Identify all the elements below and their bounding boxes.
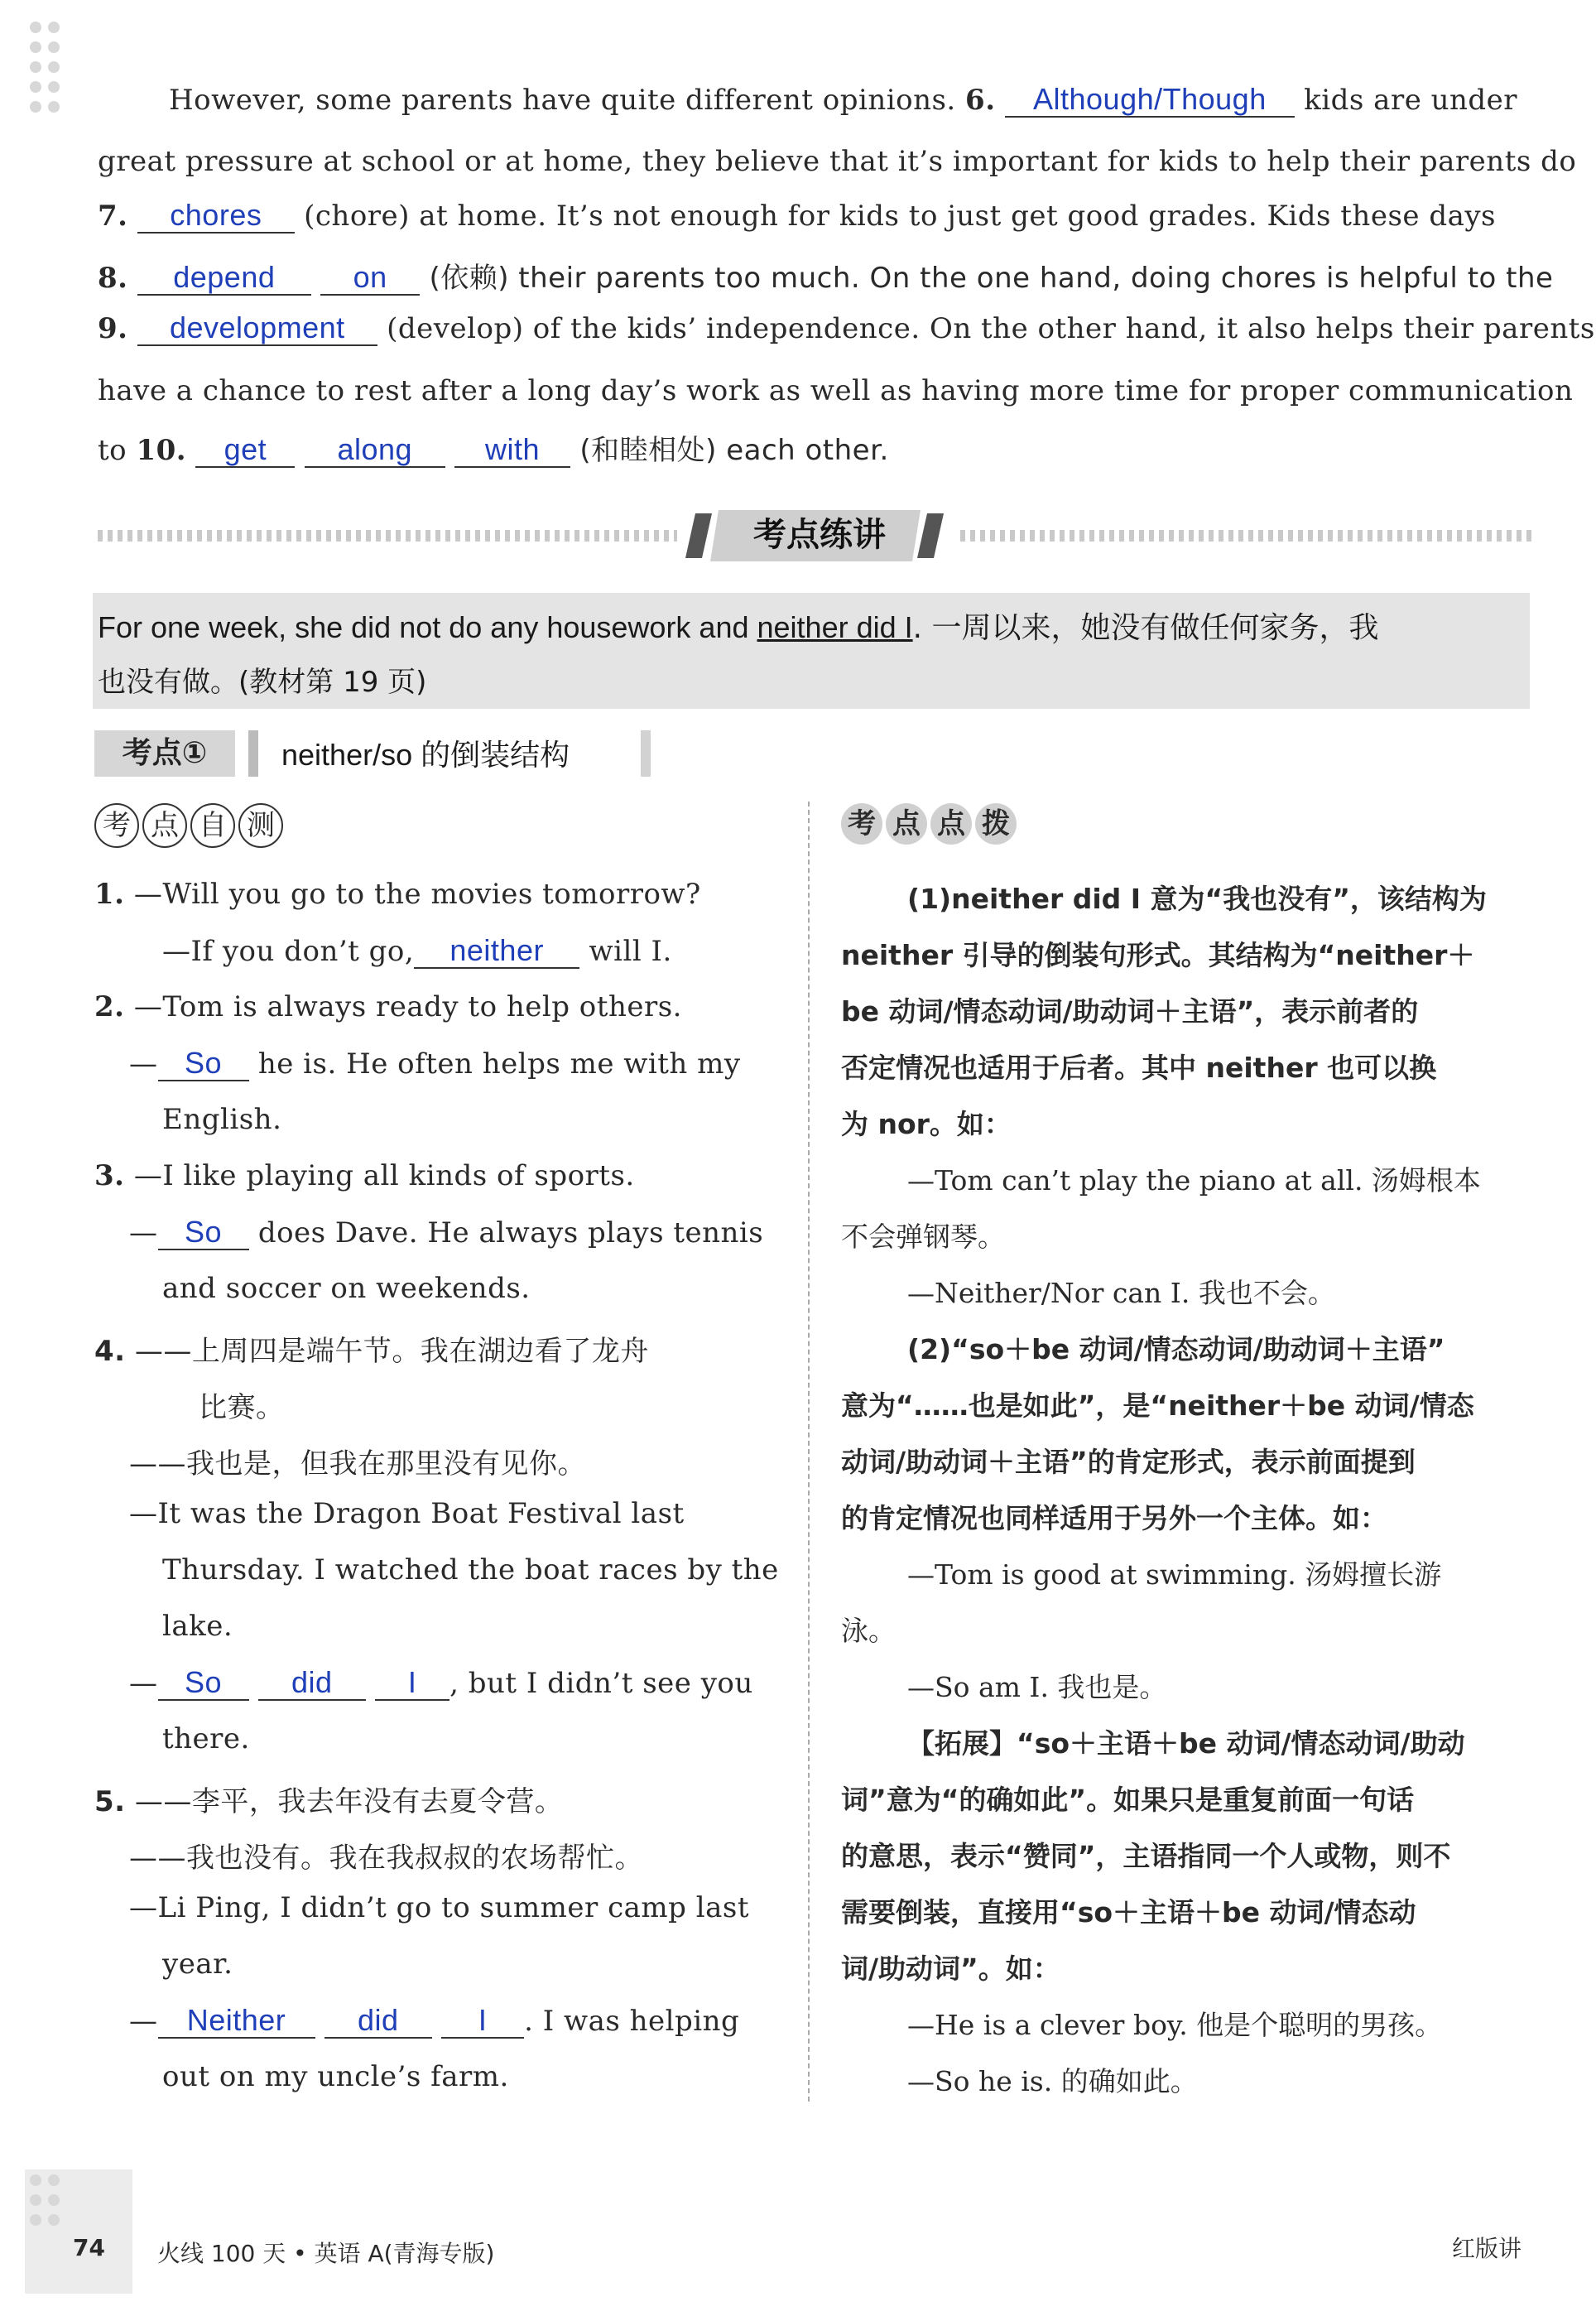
note-text: (2)“so＋be 动词/情态动词/助动词＋主语” bbox=[907, 1333, 1445, 1365]
question-number: 3. bbox=[94, 1159, 125, 1192]
example-line: —Tom is good at swimming. 汤姆擅长游 bbox=[907, 1558, 1442, 1591]
passage-text: However, some parents have quite different opinions. bbox=[169, 84, 956, 117]
heading-char: 自 bbox=[190, 803, 235, 848]
question-text: lake. bbox=[162, 1610, 233, 1643]
note-text: 的肯定情况也同样适用于另外一个主体。如： bbox=[841, 1502, 1387, 1534]
question-text: he is. He often helps me with my bbox=[257, 1047, 741, 1081]
question-text: — bbox=[129, 1667, 158, 1700]
page-number: 74 bbox=[73, 2234, 105, 2261]
note-text: 意为“……也是如此”，是“neither＋be 动词/情态 bbox=[841, 1389, 1474, 1422]
question-text: — bbox=[129, 1047, 158, 1081]
question-number: 2. bbox=[94, 990, 125, 1023]
example-line: 不会弹钢琴。 bbox=[841, 1221, 1005, 1253]
answer-blank[interactable]: I bbox=[441, 2004, 524, 2039]
heading-char: 点 bbox=[886, 803, 927, 845]
example-line: —Tom can’t play the piano at all. 汤姆根本 bbox=[907, 1164, 1481, 1197]
note-text: neither 引导的倒装句形式。其结构为“neither＋ bbox=[841, 939, 1475, 971]
question-text: ——上周四是端午节。我在湖边看了龙舟 bbox=[134, 1335, 649, 1368]
question-number: 9. bbox=[98, 312, 128, 345]
question-number: 5. bbox=[94, 1785, 126, 1818]
answer-blank[interactable]: chores bbox=[137, 199, 295, 234]
passage-text: (chore) at home. It’s not enough for kids to just get good grades. Kids these days bbox=[304, 200, 1497, 233]
question-text: there. bbox=[162, 1722, 250, 1755]
footer-dot-pattern bbox=[25, 2169, 132, 2294]
answer-blank[interactable]: with bbox=[454, 433, 570, 468]
question-number: 1. bbox=[94, 878, 125, 911]
answer-blank[interactable]: development bbox=[137, 311, 377, 346]
divider bbox=[98, 530, 677, 542]
question-text: —Tom is always ready to help others. bbox=[133, 990, 682, 1023]
divider bbox=[960, 530, 1531, 542]
question-text: , but I didn’t see you bbox=[449, 1667, 753, 1700]
section-title-frame bbox=[679, 507, 960, 565]
answer-blank[interactable]: get bbox=[195, 433, 295, 468]
heading-char: 点 bbox=[930, 803, 972, 845]
passage-text: (和睦相处) each other. bbox=[579, 434, 889, 467]
question-text: —Will you go to the movies tomorrow? bbox=[133, 878, 701, 911]
question-text: — bbox=[129, 1216, 158, 1249]
answer-blank[interactable]: did bbox=[258, 1666, 366, 1701]
point-bar-end bbox=[641, 730, 651, 777]
point-label: 考点① bbox=[94, 730, 235, 777]
question-text: — bbox=[129, 2005, 158, 2038]
question-text: will I. bbox=[589, 935, 672, 968]
example-line: 泳。 bbox=[841, 1615, 896, 1647]
question-number: 7. bbox=[98, 200, 128, 233]
example-chinese: 也没有做。(教材第 19 页) bbox=[98, 666, 427, 699]
question-text: out on my uncle’s farm. bbox=[162, 2060, 509, 2093]
example-underlined: neither did I bbox=[757, 610, 913, 644]
note-text: 词”意为“的确如此”。如果只是重复前面一句话 bbox=[841, 1784, 1415, 1816]
question-text: ——我也是，但我在那里没有见你。 bbox=[129, 1447, 586, 1481]
question-text: —If you don’t go, bbox=[162, 935, 415, 968]
question-text: ——我也没有。我在我叔叔的农场帮忙。 bbox=[129, 1842, 643, 1875]
point-bar bbox=[248, 730, 258, 777]
question-number: 10. bbox=[136, 434, 187, 467]
example-line: —So he is. 的确如此。 bbox=[907, 2065, 1198, 2097]
answer-blank[interactable]: So bbox=[158, 1047, 249, 1081]
answer-blank[interactable]: So bbox=[158, 1666, 249, 1701]
question-number: 8. bbox=[98, 262, 128, 295]
question-text: does Dave. He always plays tennis bbox=[257, 1216, 764, 1249]
question-text: ——李平，我去年没有去夏令营。 bbox=[134, 1785, 564, 1818]
question-text: —Li Ping, I didn’t go to summer camp last bbox=[129, 1891, 749, 1924]
heading-char: 考 bbox=[841, 803, 882, 845]
example-english bbox=[98, 604, 1379, 647]
question-text: and soccer on weekends. bbox=[162, 1272, 531, 1305]
example-line: —So am I. 我也是。 bbox=[907, 1671, 1167, 1703]
column-divider bbox=[808, 802, 810, 2102]
note-text: 需要倒装，直接用“so＋主语＋be 动词/情态动 bbox=[841, 1896, 1416, 1928]
edition-label: 红版讲 bbox=[1452, 2235, 1522, 2262]
passage-line: have a chance to rest after a long day’s work as well as having more time for proper communication bbox=[98, 374, 1574, 407]
passage-text: kids are under bbox=[1304, 84, 1518, 117]
heading-char: 考 bbox=[94, 803, 139, 848]
note-text: 的意思，表示“赞同”，主语指同一个人或物，则不 bbox=[841, 1840, 1451, 1872]
example-text: For one week, she did not do any housework and bbox=[98, 610, 757, 644]
question-text: 比赛。 bbox=[199, 1391, 285, 1424]
heading-char: 测 bbox=[238, 803, 283, 848]
answer-blank[interactable]: did bbox=[324, 2004, 432, 2039]
passage-line: great pressure at school or at home, they believe that it’s important for kids to help their parents do bbox=[98, 145, 1577, 178]
example-line: —He is a clever boy. 他是个聪明的男孩。 bbox=[907, 2009, 1443, 2041]
note-text: (1)neither did I 意为“我也没有”，该结构为 bbox=[907, 883, 1487, 915]
question-number: 4. bbox=[94, 1335, 126, 1368]
note-text: be 动词/情态动词/助动词＋主语”，表示前者的 bbox=[841, 995, 1419, 1028]
example-box bbox=[93, 593, 1530, 709]
question-text: —I like playing all kinds of sports. bbox=[133, 1159, 635, 1192]
note-text: 【拓展】“so＋主语＋be 动词/情态动词/助动 bbox=[907, 1727, 1465, 1760]
answer-blank[interactable]: Neither bbox=[158, 2004, 315, 2039]
passage-text: (依赖) their parents too much. On the one hand, doing chores is helpful to the bbox=[429, 262, 1554, 295]
question-text: year. bbox=[162, 1948, 233, 1981]
answer-blank[interactable]: So bbox=[158, 1216, 249, 1250]
heading-char: 点 bbox=[142, 803, 187, 848]
passage-text: to bbox=[98, 434, 127, 467]
note-text: 为 nor。如： bbox=[841, 1108, 1012, 1140]
note-text: 动词/助动词＋主语”的肯定形式，表示前面提到 bbox=[841, 1446, 1416, 1478]
example-line: —Neither/Nor can I. 我也不会。 bbox=[907, 1277, 1335, 1309]
passage-text: (develop) of the kids’ independence. On the other hand, it also helps their parents bbox=[387, 312, 1595, 345]
answer-blank[interactable]: Although/Though bbox=[1005, 83, 1295, 118]
answer-blank[interactable]: depend bbox=[137, 261, 311, 296]
question-text: . I was helping bbox=[524, 2005, 740, 2038]
question-text: —It was the Dragon Boat Festival last bbox=[129, 1497, 685, 1530]
answer-blank[interactable]: I bbox=[375, 1666, 449, 1701]
point-title: neither/so 的倒装结构 bbox=[281, 738, 570, 772]
question-number: 6. bbox=[965, 84, 996, 117]
question-text: English. bbox=[162, 1103, 282, 1136]
answer-blank[interactable]: neither bbox=[414, 934, 579, 969]
question-text: Thursday. I watched the boat races by the bbox=[162, 1553, 779, 1587]
left-heading bbox=[94, 803, 286, 848]
answer-blank[interactable]: along bbox=[305, 433, 445, 468]
heading-char: 拨 bbox=[975, 803, 1017, 845]
right-heading bbox=[841, 803, 1020, 845]
section-title: 考点练讲 bbox=[753, 516, 886, 554]
answer-blank[interactable]: on bbox=[320, 261, 420, 296]
book-title: 火线 100 天 • 英语 A(青海专版) bbox=[157, 2240, 495, 2267]
example-text: . 一周以来，她没有做任何家务，我 bbox=[912, 611, 1379, 645]
note-text: 词/助动词”。如： bbox=[841, 1952, 1060, 1985]
note-text: 否定情况也适用于后者。其中 neither 也可以换 bbox=[841, 1052, 1437, 1084]
